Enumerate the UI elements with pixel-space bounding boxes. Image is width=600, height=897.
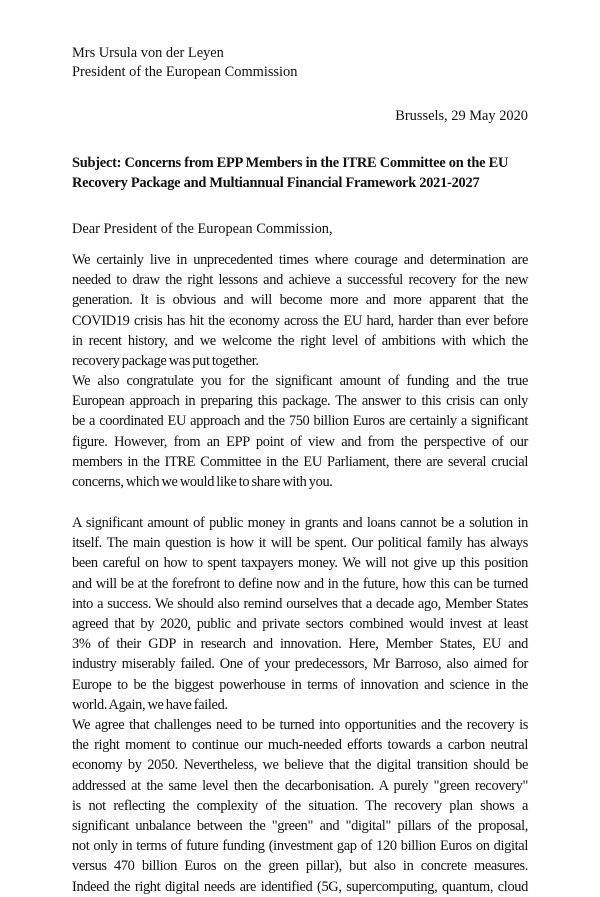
paragraph-line: Europe to be the biggest powerhouse in terms of innovation and science in the (72, 676, 528, 693)
paragraph-line: itself. The main question is how it will be spent. Our political family has always (72, 535, 528, 552)
recipient-block (72, 44, 297, 82)
subject-heading (72, 153, 528, 193)
paragraph-line: addressed at the same level then the decarbonisation. A purely "green recovery" (72, 777, 528, 794)
salutation: Dear President of the European Commission, (72, 221, 333, 237)
subject-line: Recovery Package and Multiannual Financial Framework 2021-2027 (72, 175, 480, 191)
paragraph-line: A significant amount of public money in grants and loans cannot be a solution in (72, 515, 528, 531)
paragraph-line: in recent history, and we welcome the right level of ambitions with which the (72, 332, 528, 349)
paragraph-line: 3% of their GDP in research and innovation. Here, Member States, EU and (72, 636, 528, 653)
subject-line: Subject: Concerns from EPP Members in the ITRE Committee on the EU (72, 155, 509, 171)
paragraph-line: needed to draw the right lessons and achieve a successful recovery for the new (72, 272, 528, 289)
paragraph-line: world. Again, we have failed. (72, 696, 228, 713)
paragraph-line: We agree that challenges need to be turned into opportunities and the recovery is (72, 717, 528, 733)
paragraph-line: is not reflecting the complexity of the situation. The recovery plan shows a (72, 797, 528, 814)
recipient-title: President of the European Commission (72, 64, 298, 80)
paragraph-line: industry miserably failed. One of your predecessors, Mr Barroso, also aimed for (72, 656, 528, 673)
paragraph-line: economy by 2050. Nevertheless, we believe that the digital transition should be (72, 757, 528, 774)
paragraph-line: and will be at the forefront to define now and in the future, how this can be turned (72, 575, 528, 592)
paragraph-line: into a success. We should also remind ourselves that a decade ago, Member States (72, 595, 528, 612)
paragraph-line: concerns, which we would like to share with you. (72, 474, 333, 491)
paragraph-line: generation. It is obvious and will become more and more apparent that the (72, 292, 528, 309)
paragraph-line: not only in terms of future funding (investment gap of 120 billion Euros on digital (72, 838, 528, 855)
body-paragraph (72, 250, 528, 371)
paragraph-line: Indeed the right digital needs are identified (5G, supercomputing, quantum, cloud (72, 878, 528, 895)
paragraph-line: agreed that by 2020, public and private sectors combined would invest at least (72, 616, 528, 633)
paragraph-line: been careful on how to spent taxpayers money. We will not give up this position (72, 555, 528, 572)
paragraph-line: COVID19 crisis has hit the economy across the EU hard, harder than ever before (72, 312, 528, 329)
letter-date: Brussels, 29 May 2020 (395, 108, 528, 124)
paragraph-line: be a coordinated EU approach and the 750 billion Euros are certainly a significant (72, 413, 528, 430)
paragraph-line: significant unbalance between the "green" and "digital" pillars of the proposal, (72, 818, 528, 835)
body-paragraph (72, 715, 528, 897)
paragraph-line: figure. However, from an EPP point of view and from the perspective of our (72, 433, 528, 450)
body-paragraph (72, 513, 528, 715)
paragraph-line: We certainly live in unprecedented times where courage and determination are (72, 252, 528, 268)
paragraph-line: We also congratulate you for the significant amount of funding and the true (72, 373, 528, 389)
paragraph-line: members in the ITRE Committee in the EU Parliament, there are several crucial (72, 453, 528, 470)
paragraph-line: versus 470 billion Euros on the green pillar), but also in concrete measures. (72, 858, 528, 875)
recipient-name: Mrs Ursula von der Leyen (72, 45, 224, 61)
paragraph-line: European approach in preparing this package. The answer to this crisis can only (72, 393, 528, 410)
paragraph-line: recovery package was put together. (72, 353, 259, 370)
paragraph-line: the right moment to continue our much-needed efforts towards a carbon neutral (72, 737, 528, 754)
body-paragraph (72, 371, 528, 492)
